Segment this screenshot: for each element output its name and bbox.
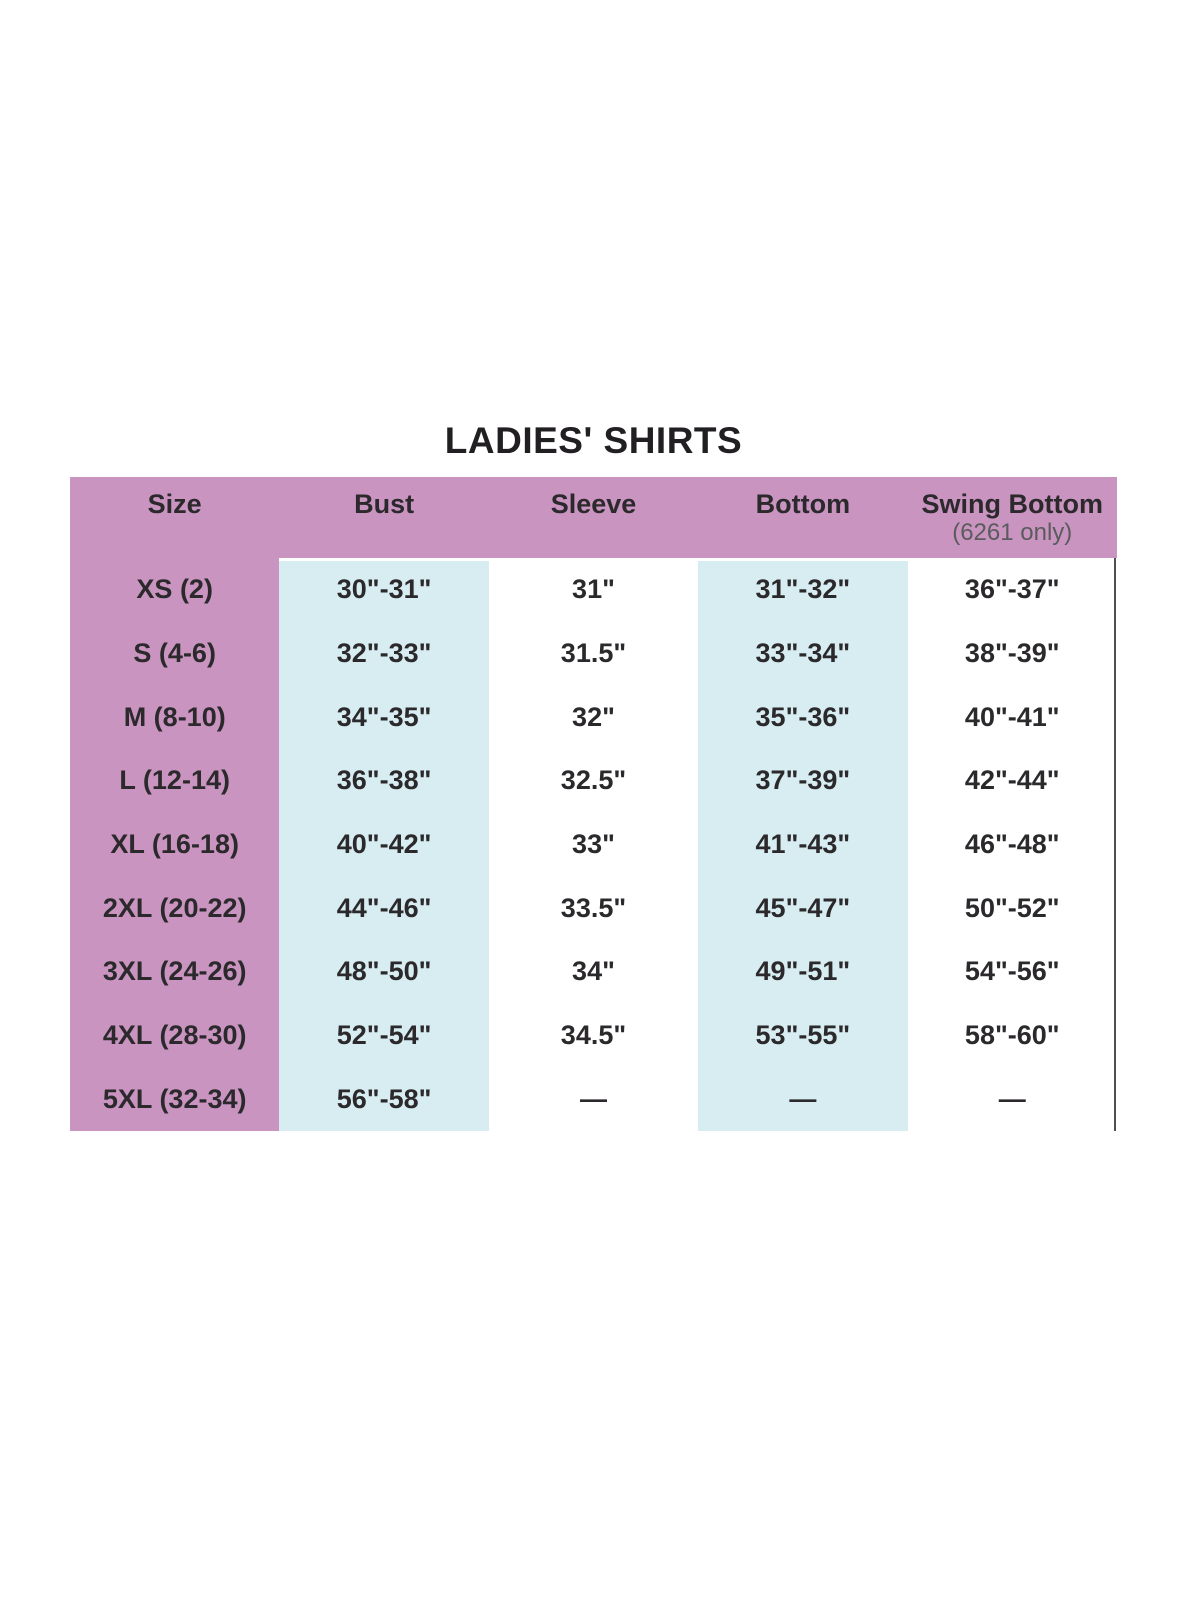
measurement-cell: 40"-42": [336, 829, 432, 860]
table-row: [70, 685, 1117, 749]
measurement-cell: 41"-43": [755, 829, 851, 860]
measurement-cell: 58"-60": [964, 1020, 1060, 1051]
column-header-bust: Bust: [354, 489, 415, 519]
table-body: [70, 558, 1117, 1131]
column-header-bottom: Bottom: [755, 489, 851, 519]
measurement-cell: 34.5": [560, 1020, 627, 1051]
measurement-cell: 32": [572, 701, 615, 732]
measurement-cell: 34": [572, 956, 615, 987]
size-label: 3XL (24-26): [102, 956, 247, 987]
measurement-cell: 45"-47": [755, 892, 851, 923]
table-row: [70, 1004, 1117, 1068]
table-row: [70, 749, 1117, 813]
swing-bottom-note: (6261 only): [952, 519, 1073, 546]
measurement-cell: —: [998, 1083, 1026, 1114]
measurement-cell: 50"-52": [964, 892, 1060, 923]
measurement-cell: 42"-44": [964, 765, 1060, 796]
measurement-cell: 32"-33": [336, 638, 432, 668]
measurement-cell: 40"-41": [964, 701, 1060, 732]
measurement-cell: 31.5": [560, 638, 627, 668]
measurement-cell: 49"-51": [755, 956, 851, 987]
measurement-cell: 32.5": [560, 765, 627, 796]
measurement-cell: 31"-32": [755, 574, 851, 605]
measurement-cell: 44"-46": [336, 892, 432, 923]
measurement-cell: 52"-54": [336, 1020, 432, 1051]
table-row: [70, 813, 1117, 877]
measurement-cell: 33.5": [560, 892, 627, 923]
measurement-cell: 36"-38": [336, 765, 432, 796]
size-label: S (4-6): [133, 638, 216, 668]
table-row: [70, 1067, 1117, 1131]
table-row: [70, 940, 1117, 1004]
measurement-cell: 53"-55": [755, 1020, 851, 1051]
measurement-cell: 54"-56": [964, 956, 1060, 987]
size-label: 2XL (20-22): [102, 892, 247, 923]
measurement-cell: 38"-39": [964, 638, 1060, 668]
size-label: M (8-10): [123, 701, 226, 732]
table-row: [70, 622, 1117, 686]
measurement-cell: 48"-50": [336, 956, 432, 987]
measurement-cell: 33"-34": [755, 638, 851, 668]
column-header-size: Size: [147, 489, 202, 519]
size-chart-table: [70, 477, 1117, 1131]
measurement-cell: 35"-36": [755, 701, 851, 732]
measurement-cell: —: [579, 1083, 607, 1114]
size-label: 5XL (32-34): [102, 1083, 247, 1114]
size-label: L (12-14): [119, 765, 230, 796]
table-row: [70, 876, 1117, 940]
measurement-cell: 33": [572, 829, 615, 860]
table-header-row: [70, 477, 1117, 558]
column-header-swing-bottom-label: Swing Bottom: [921, 489, 1103, 519]
measurement-cell: 46"-48": [964, 829, 1060, 860]
column-header-sleeve: Sleeve: [550, 489, 637, 519]
size-label: XS (2): [136, 574, 213, 605]
measurement-cell: 34"-35": [336, 701, 432, 732]
column-header-swing-bottom: [908, 477, 1117, 558]
measurement-cell: 30"-31": [336, 574, 432, 605]
measurement-cell: —: [789, 1083, 817, 1114]
measurement-cell: 56"-58": [336, 1083, 432, 1114]
table-row: [70, 558, 1117, 622]
measurement-cell: 31": [572, 574, 615, 605]
size-label: XL (16-18): [110, 829, 239, 860]
measurement-cell: 37"-39": [755, 765, 851, 796]
page-title: LADIES' SHIRTS: [444, 420, 743, 461]
size-label: 4XL (28-30): [102, 1020, 247, 1051]
measurement-cell: 36"-37": [964, 574, 1060, 605]
